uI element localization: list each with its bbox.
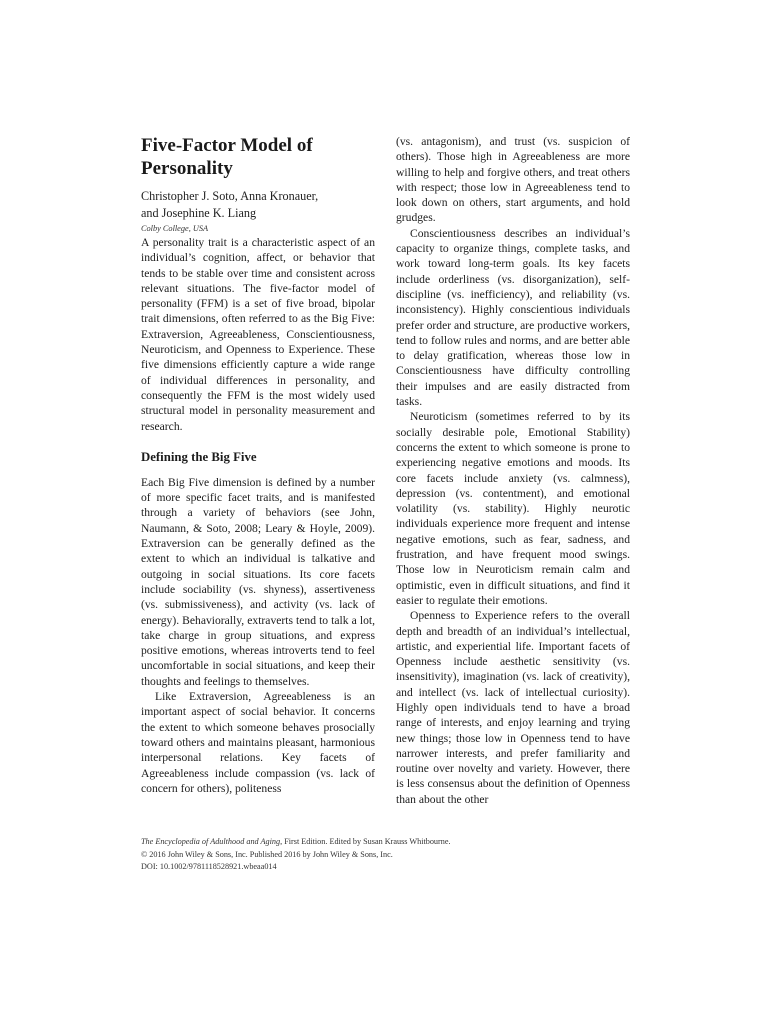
authors-line-1: Christopher J. Soto, Anna Kronauer, — [141, 189, 319, 203]
abstract: A personality trait is a characteristic aspect of an individual’s cognition, affect, or behavior that tends to be stable over time and consistent across relevant situations. The five-factor model of personality (FFM) is a set of five broad, bipolar trait dimensions, often referred to as the Big Five: Extraversion, Agreeableness, Conscientiousness, Neuroticism, and Openness to Experience. These five dimensions efficiently capture a wide range of individual differences in personality, and consequently the FFM is the most widely used structural model in personality measurement and research. — [141, 236, 375, 433]
citation-line-1 — [141, 836, 631, 849]
authors-line-2: and Josephine K. Liang — [141, 205, 257, 220]
left-column — [141, 134, 375, 796]
paragraph-agreeableness-continued: (vs. antagonism), and trust (vs. suspicion of others). Those high in Agreeableness are more willing to help and forgive others, and treat others with respect; those low in Agreeableness tend to look down on others, start arguments, and hold grudges. — [396, 135, 630, 225]
encyclopedia-title: The Encyclopedia of Adulthood and Aging — [141, 837, 281, 846]
right-column — [396, 134, 630, 807]
paragraph-neuroticism: Neuroticism (sometimes referred to by its socially desirable pole, Emotional Stability) concerns the extent to which someone is prone to experiencing negative emotions and moods. Its core facets include anxiety (vs. calmness), depression (vs. contentment), and emotional volatility (vs. stability). Highly neurotic individuals experience more frequent and intense negative emotions, such as fear, sadness, and frustration, and have frequent mood swings. Those low in Neuroticism remain calm and optimistic, even in difficult situations, and find it easier to regulate their emotions. — [396, 410, 630, 607]
citation-footer — [141, 836, 631, 874]
doi-line: DOI: 10.1002/9781118528921.wbeaa014 — [141, 862, 277, 871]
copyright-line: © 2016 John Wiley & Sons, Inc. Published 2016 by John Wiley & Sons, Inc. — [141, 849, 393, 859]
paragraph-conscientiousness: Conscientiousness describes an individual’s capacity to organize things, complete tasks, and work toward long-term goals. Its key facets include orderliness (vs. disorganization), self-discipline (vs. inefficiency), and reliability (vs. inconsistency). Highly conscientious individuals prefer order and structure, are productive workers, tend to follow rules and norms, and are better able to delay gratification, whereas those low in Conscientiousness have difficulty controlling their impulses and are easily distracted from tasks. — [396, 226, 630, 409]
paragraph-agreeableness-start: Like Extraversion, Agreeableness is an important aspect of social behavior. It concerns the extent to which someone behaves prosocially toward others and maintains pleasant, harmonious interpersonal relations. Key facets of Agreeableness include compassion (vs. lack of concern for others), politeness — [141, 690, 375, 795]
edition-text: , First Edition. Edited by Susan Krauss Whitbourne. — [280, 837, 451, 846]
section-heading: Defining the Big Five — [141, 449, 257, 464]
paragraph-openness: Openness to Experience refers to the overall depth and breadth of an individual’s intellectual, artistic, and experiential life. Important facets of Openness include aesthetic sensitivity (vs. insensitivity), imagination (vs. lack of creativity), and intellect (vs. lack of intellectual curiosity). Highly open individuals tend to have a broad range of interests, and enjoy learning and trying new things; those low in Openness tend to have narrower interests, and prefer familiarity and routine over novelty and variety. However, there is less consensus about the definition of Openness than about the other — [396, 609, 630, 806]
paragraph-big-five-definition: Each Big Five dimension is defined by a number of more specific facet traits, and is manifested through a variety of behaviors (see John, Naumann, & Soto, 2008; Leary & Hoyle, 2009). Extraversion can be generally defined as the extent to which an individual is talkative and outgoing in social situations. Its core facets include sociability (vs. shyness), assertiveness (vs. submissiveness), and activity (vs. lack of energy). Behaviorally, extraverts tend to talk a lot, take charge in group situations, and express positive emotions, whereas introverts tend to feel uncomfortable in social situations, and keep their thoughts and feelings to themselves. — [141, 475, 375, 688]
affiliation: Colby College, USA — [141, 224, 209, 233]
article-title: Five-Factor Model of Personality — [141, 135, 313, 179]
